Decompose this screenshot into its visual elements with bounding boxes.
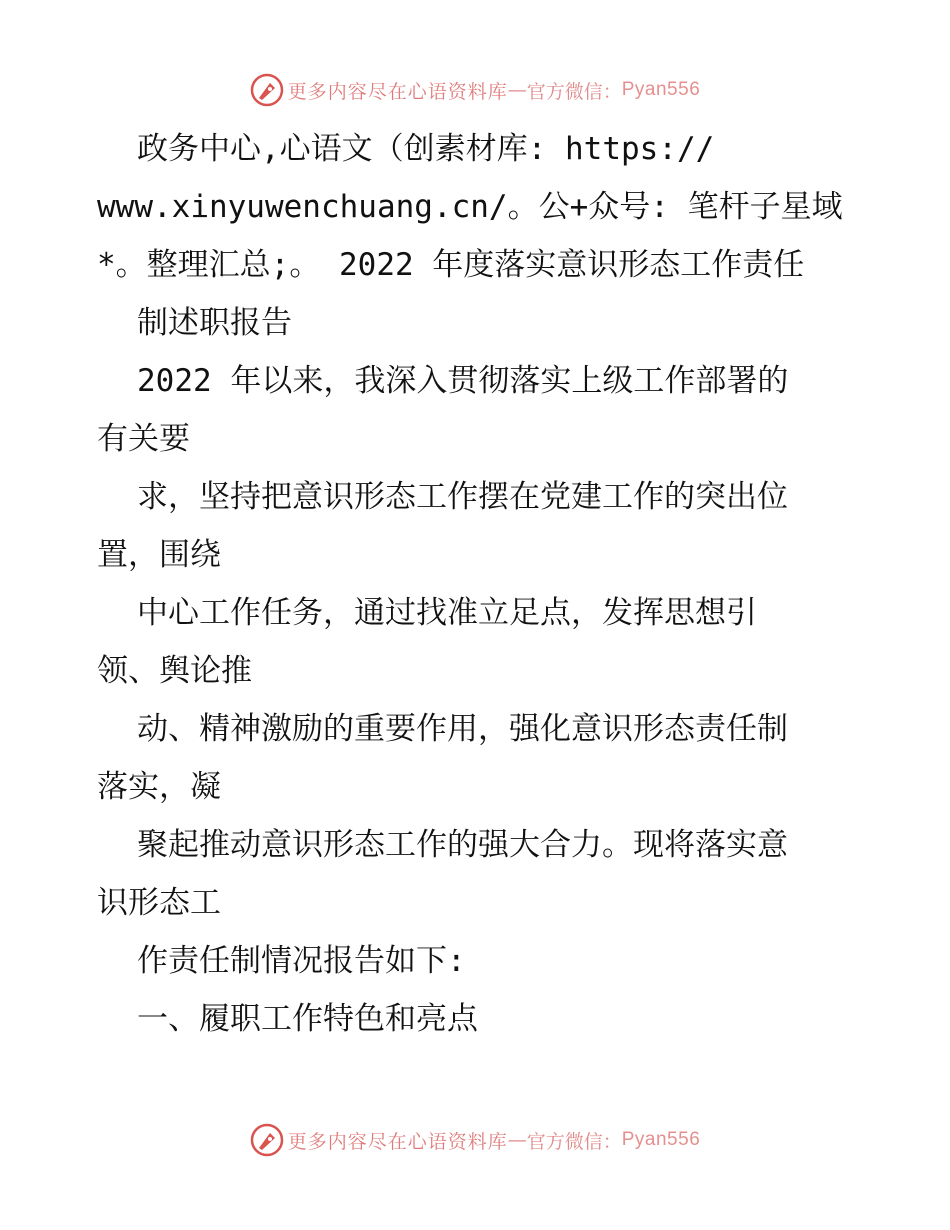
watermark-handle: Pyan556 [621, 79, 701, 100]
text-line: 一、履职工作特色和亮点 [137, 1001, 478, 1037]
watermark-handle: Pyan556 [621, 1129, 701, 1150]
text-line: 作责任制情况报告如下: [137, 943, 466, 979]
watermark-separator: — [507, 79, 527, 101]
text-line: 落实，凝 [97, 769, 221, 805]
text-line: 有关要 [97, 421, 190, 457]
pen-nib-logo-icon [250, 73, 284, 107]
watermark-wechat-label: 官方微信： [526, 1130, 622, 1153]
text-line: 制述职报告 [137, 305, 292, 341]
text-line: 领、舆论推 [97, 653, 252, 689]
text-line: 2022 年以来，我深入贯彻落实上级工作部署的 [137, 363, 789, 399]
text-line: 识形态工 [97, 885, 221, 921]
document-body [97, 120, 857, 1048]
text-line: *。整理汇总;。 2022 年度落实意识形态工作责任 [97, 247, 805, 283]
watermark-wechat-label: 官方微信： [526, 80, 622, 103]
text-line: 动、精神激励的重要作用，强化意识形态责任制 [137, 711, 788, 747]
watermark-separator: — [507, 1129, 527, 1151]
text-line: www.xinyuwenchuang.cn/。公+众号: 笔杆子星域 [97, 189, 843, 225]
footer-watermark-banner [0, 1120, 950, 1160]
text-line: 求，坚持把意识形态工作摆在党建工作的突出位 [137, 479, 788, 515]
watermark-brand-text: 更多内容尽在心语资料库 [287, 80, 508, 103]
text-line: 聚起推动意识形态工作的强大合力。现将落实意 [137, 827, 788, 863]
header-watermark-banner [0, 70, 950, 110]
pen-nib-logo-icon [250, 1123, 284, 1157]
text-line: 中心工作任务，通过找准立足点，发挥思想引 [137, 595, 757, 631]
watermark-brand-text: 更多内容尽在心语资料库 [287, 1130, 508, 1153]
text-line: 置，围绕 [97, 537, 221, 573]
text-line: 政务中心,心语文（创素材库: https:// [137, 131, 715, 167]
